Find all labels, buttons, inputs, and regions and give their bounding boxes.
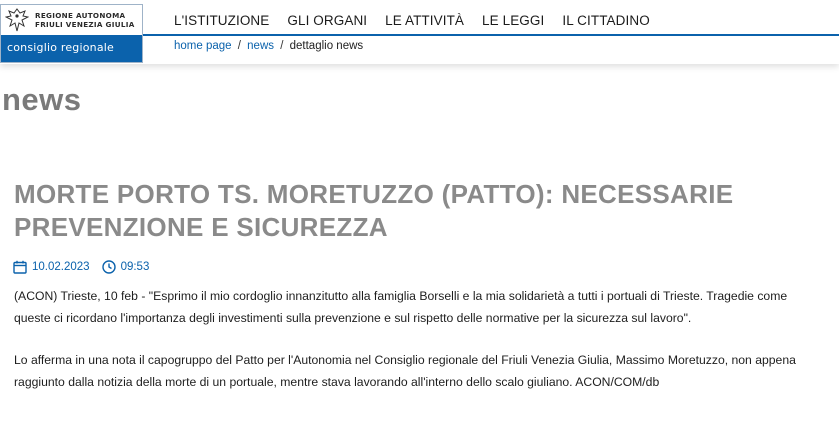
site-logo[interactable] <box>0 4 143 63</box>
clock-icon <box>102 260 116 274</box>
main-nav <box>174 13 668 28</box>
logo-top <box>1 5 142 35</box>
nav-item-leggi[interactable]: LE LEGGI <box>482 13 545 28</box>
breadcrumb-home[interactable]: home page <box>174 40 232 52</box>
nav-item-attivita[interactable]: LE ATTIVITÀ <box>385 13 465 28</box>
section-title: news <box>2 82 82 117</box>
article-paragraph: Lo afferma in una nota il capogruppo del Patto per l'Autonomia nel Consiglio regionale del Friuli Venezia Giulia, Massimo Moretuzzo, non appena raggiunto dalla notizia della morte di un portuale, mentre stava lavorando all'interno dello scalo giuliano. ACON/COM/db <box>14 353 796 389</box>
logo-text <box>35 11 135 29</box>
article-date-value: 10.02.2023 <box>32 261 90 273</box>
article-paragraph: (ACON) Trieste, 10 feb - "Esprimo il mio cordoglio innanzitutto alla famiglia Borselli e la mia solidarietà a tutti i portuali di Trieste. Tragedie come queste ci ricordano l'importanza degli investimenti sulla prevenzione e sul rispetto delle normative per la sicurezza sul lavoro". <box>14 289 788 325</box>
logo-institution-name: consiglio regionale <box>7 41 115 54</box>
nav-item-istituzione[interactable]: L'ISTITUZIONE <box>174 13 270 28</box>
article-time-value: 09:53 <box>120 261 150 273</box>
article-body <box>14 285 824 413</box>
logo-line-1: REGIONE AUTONOMA <box>35 11 126 20</box>
logo-institution-bar <box>1 35 142 62</box>
nav-item-cittadino[interactable]: IL CITTADINO <box>562 13 650 28</box>
nav-divider <box>143 34 839 36</box>
article-title: MORTE PORTO TS. MORETUZZO (PATTO): NECESSARIE PREVENZIONE E SICUREZZA <box>14 179 734 242</box>
nav-item-organi[interactable]: GLI ORGANI <box>287 13 368 28</box>
site-header <box>0 0 839 64</box>
eagle-emblem-icon <box>5 7 29 33</box>
breadcrumb-separator: / <box>280 40 284 52</box>
article-time <box>102 260 150 274</box>
article-date <box>13 260 90 274</box>
breadcrumb-current: dettaglio news <box>289 40 364 52</box>
breadcrumb-news[interactable]: news <box>247 40 275 52</box>
logo-line-2: FRIULI VENEZIA GIULIA <box>35 20 135 29</box>
calendar-icon <box>13 260 27 274</box>
article-meta <box>13 260 161 274</box>
breadcrumb <box>174 40 363 52</box>
breadcrumb-separator: / <box>237 40 241 52</box>
